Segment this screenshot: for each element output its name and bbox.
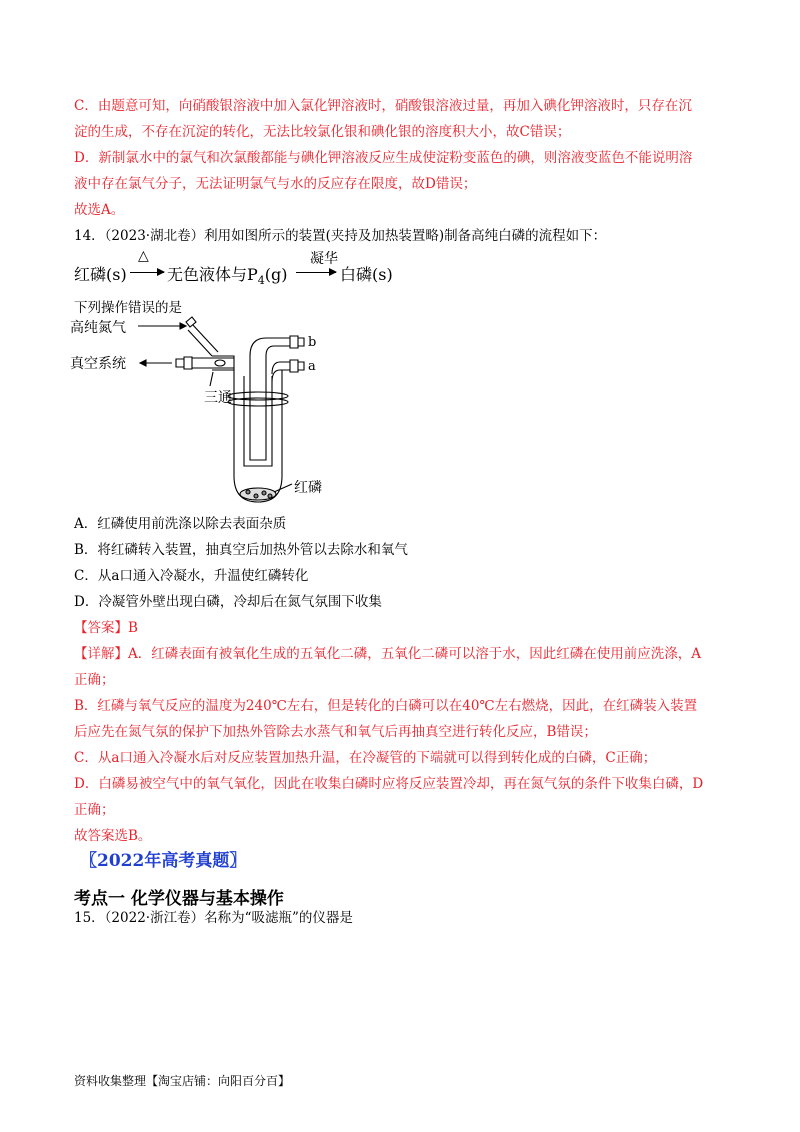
label-port-a: a xyxy=(308,359,316,374)
flow-product: 白磷(s) xyxy=(340,265,393,284)
q15-stem: 15．（2022·浙江卷）名称为“吸滤瓶”的仪器是 xyxy=(74,910,353,926)
prev-analysis-d-line1: D．新制氯水中的氯气和次氯酸都能与碘化钾溶液反应生成使淀粉变蓝色的碘，则溶液变蓝色不能说明溶 xyxy=(74,150,693,166)
q14-stem: 14．（2023·湖北卷）利用如图所示的装置(夹持及加热装置略)制备高纯白磷的流程如下： xyxy=(74,228,607,244)
flow-condition-sublimation: 凝华 xyxy=(310,251,338,267)
q14-explain-b-line2: 后应先在氮气氛的保护下加热外管除去水蒸气和氧气后再抽真空进行转化反应，B错误； xyxy=(74,724,597,740)
flow-condition-heat: △ xyxy=(138,248,149,264)
q14-option-b: B．将红磷转入装置，抽真空后加热外管以去除水和氧气 xyxy=(74,542,408,558)
q14-explain-a-line1: 【详解】A．红磷表面有被氧化生成的五氧化二磷，五氧化二磷可以溶于水，因此红磷在使用前应洗涤，A xyxy=(74,646,701,662)
q14-flow-formula xyxy=(74,248,474,288)
q14-option-d: D．冷凝管外壁出现白磷，冷却后在氮气氛围下收集 xyxy=(74,594,382,610)
flow-arrow-2 xyxy=(296,272,336,273)
flow-intermediate: 无色液体与$P_4(g)$ xyxy=(167,265,288,288)
flow-arrow-1 xyxy=(130,272,164,273)
apparatus-diagram xyxy=(68,316,368,512)
q14-explain-d-line1: D．白磷易被空气中的氧气氧化，因此在收集白磷时应将反应装置冷却，再在氮气氛的条件下收集白磷，D xyxy=(74,776,704,792)
subsection-title: 考点一 化学仪器与基本操作 xyxy=(74,889,284,909)
q14-prompt: 下列操作错误的是 xyxy=(74,300,182,316)
q14-answer: 【答案】B xyxy=(74,620,138,636)
label-port-b: b xyxy=(308,335,317,350)
q14-option-a: A．红磷使用前洗涤以除去表面杂质 xyxy=(74,516,287,532)
label-vacuum: 真空系统 xyxy=(70,356,126,372)
section-title: 〖2022年高考真题〗 xyxy=(80,851,247,871)
page-footer: 资料收集整理【淘宝店铺：向阳百分百】 xyxy=(74,1074,291,1088)
prev-analysis-c-line2: 淀的生成，不存在沉淀的转化，无法比较氯化银和碘化银的溶度积大小，故C错误； xyxy=(74,124,571,140)
q14-explain-conclusion: 故答案选B。 xyxy=(74,828,152,844)
label-red-phosphorus: 红磷 xyxy=(294,480,322,496)
prev-analysis-c-line1: C．由题意可知，向硝酸银溶液中加入氯化钾溶液时，硝酸银溶液过量，再加入碘化钾溶液时，只存在沉 xyxy=(74,98,692,114)
q14-explain-c-line1: C．从a口通入冷凝水后对反应装置加热升温，在冷凝管的下端就可以得到转化成的白磷，C正确； xyxy=(74,750,657,766)
flow-reactant: 红磷(s) xyxy=(74,265,127,284)
prev-analysis-conclusion: 故选A。 xyxy=(74,202,125,218)
q14-option-c: C．从a口通入冷凝水，升温使红磷转化 xyxy=(74,568,309,584)
q14-explain-b-line1: B．红磷与氧气反应的温度为240℃左右，但是转化的白磷可以在40℃左右燃烧，因此，在红磷装入装置 xyxy=(74,698,698,714)
q14-explain-d-line2: 正确； xyxy=(74,802,115,818)
label-three-way: 三通 xyxy=(204,390,232,406)
label-nitrogen: 高纯氮气 xyxy=(70,320,126,336)
prev-analysis-d-line2: 液中存在氯气分子，无法证明氯气与水的反应存在限度，故D错误； xyxy=(74,176,477,192)
q14-explain-a-line2: 正确； xyxy=(74,672,115,688)
